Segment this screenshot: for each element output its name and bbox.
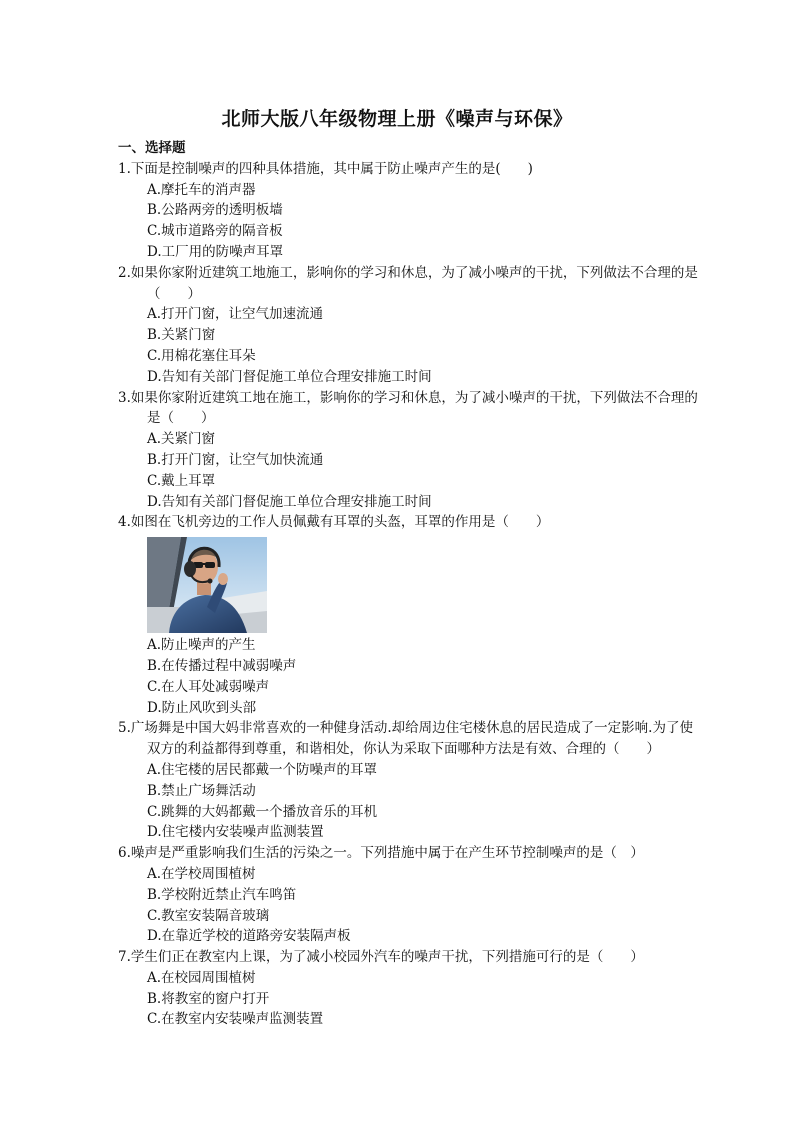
option-d: D.防止风吹到头部 (147, 699, 257, 716)
option-d: D.告知有关部门督促施工单位合理安排施工时间 (147, 368, 432, 385)
section-heading: 一、选择题 (118, 140, 186, 156)
pilot-headset-photo (147, 537, 267, 633)
option-d: D.在靠近学校的道路旁安装隔声板 (147, 928, 351, 945)
option-d: D.住宅楼内安装噪声监测装置 (147, 824, 324, 841)
option-c: C.城市道路旁的隔音板 (147, 223, 283, 240)
option-b: B.禁止广场舞活动 (147, 782, 256, 799)
question-stem: 7.学生们正在教室内上课，为了减小校园外汽车的噪声干扰，下列措施可行的是（ ） (118, 949, 644, 966)
option-a: A.打开门窗，让空气加速流通 (147, 306, 324, 323)
question-stem: 1.下面是控制噪声的四种具体措施，其中属于防止噪声产生的是( ) (118, 160, 533, 177)
option-b: B.关紧门窗 (147, 327, 216, 344)
option-b: B.打开门窗，让空气加快流通 (147, 451, 324, 468)
option-b: B.学校附近禁止汽车鸣笛 (147, 886, 297, 903)
option-a: A.摩托车的消声器 (147, 181, 256, 198)
option-d: D.工厂用的防噪声耳罩 (147, 243, 284, 260)
question-1 (118, 159, 698, 263)
option-c: C.用棉花塞住耳朵 (147, 347, 256, 364)
question-5 (118, 718, 698, 843)
question-6 (118, 843, 698, 947)
option-a: A.关紧门窗 (147, 431, 216, 448)
option-c: C.戴上耳罩 (147, 472, 216, 489)
question-list (118, 138, 698, 1030)
option-b: B.在传播过程中减弱噪声 (147, 657, 297, 674)
question-2 (118, 263, 698, 388)
question-stem: 4.如图在飞机旁边的工作人员佩戴有耳罩的头盔，耳罩的作用是（ ） (118, 514, 550, 531)
question-stem: 5.广场舞是中国大妈非常喜欢的一种健身活动.却给周边住宅楼休息的居民造成了一定影响.为了使双方的利益都得到尊重，和谐相处，你认为采取下面哪种方法是有效、合理的（ ） (118, 720, 693, 758)
question-7 (118, 947, 698, 1030)
option-a: A.住宅楼的居民都戴一个防噪声的耳罩 (147, 761, 378, 778)
option-a: A.防止噪声的产生 (147, 637, 256, 654)
option-a: A.在校园周围植树 (147, 969, 256, 986)
option-c: C.教室安装隔音玻璃 (147, 907, 270, 924)
option-c: C.跳舞的大妈都戴一个播放音乐的耳机 (147, 803, 378, 820)
question-4 (118, 512, 698, 718)
page-title: 北师大版八年级物理上册《噪声与环保》 (221, 108, 573, 130)
option-c: C.在教室内安装噪声监测装置 (147, 1011, 324, 1028)
question-stem: 2.如果你家附近建筑工地施工，影响你的学习和休息，为了减小噪声的干扰，下列做法不合理的是（ ） (118, 264, 698, 302)
question-figure (118, 533, 698, 635)
option-b: B.公路两旁的透明板墙 (147, 202, 283, 219)
option-d: D.告知有关部门督促施工单位合理安排施工时间 (147, 493, 432, 510)
option-b: B.将教室的窗户打开 (147, 990, 270, 1007)
question-3 (118, 388, 698, 513)
option-a: A.在学校周围植树 (147, 865, 256, 882)
question-stem: 6.噪声是严重影响我们生活的污染之一。下列措施中属于在产生环节控制噪声的是（ ） (118, 845, 644, 862)
option-c: C.在人耳处减弱噪声 (147, 678, 270, 695)
question-stem: 3.如果你家附近建筑工地在施工，影响你的学习和休息，为了减小噪声的干扰，下列做法不合理的是（ ） (118, 389, 698, 427)
